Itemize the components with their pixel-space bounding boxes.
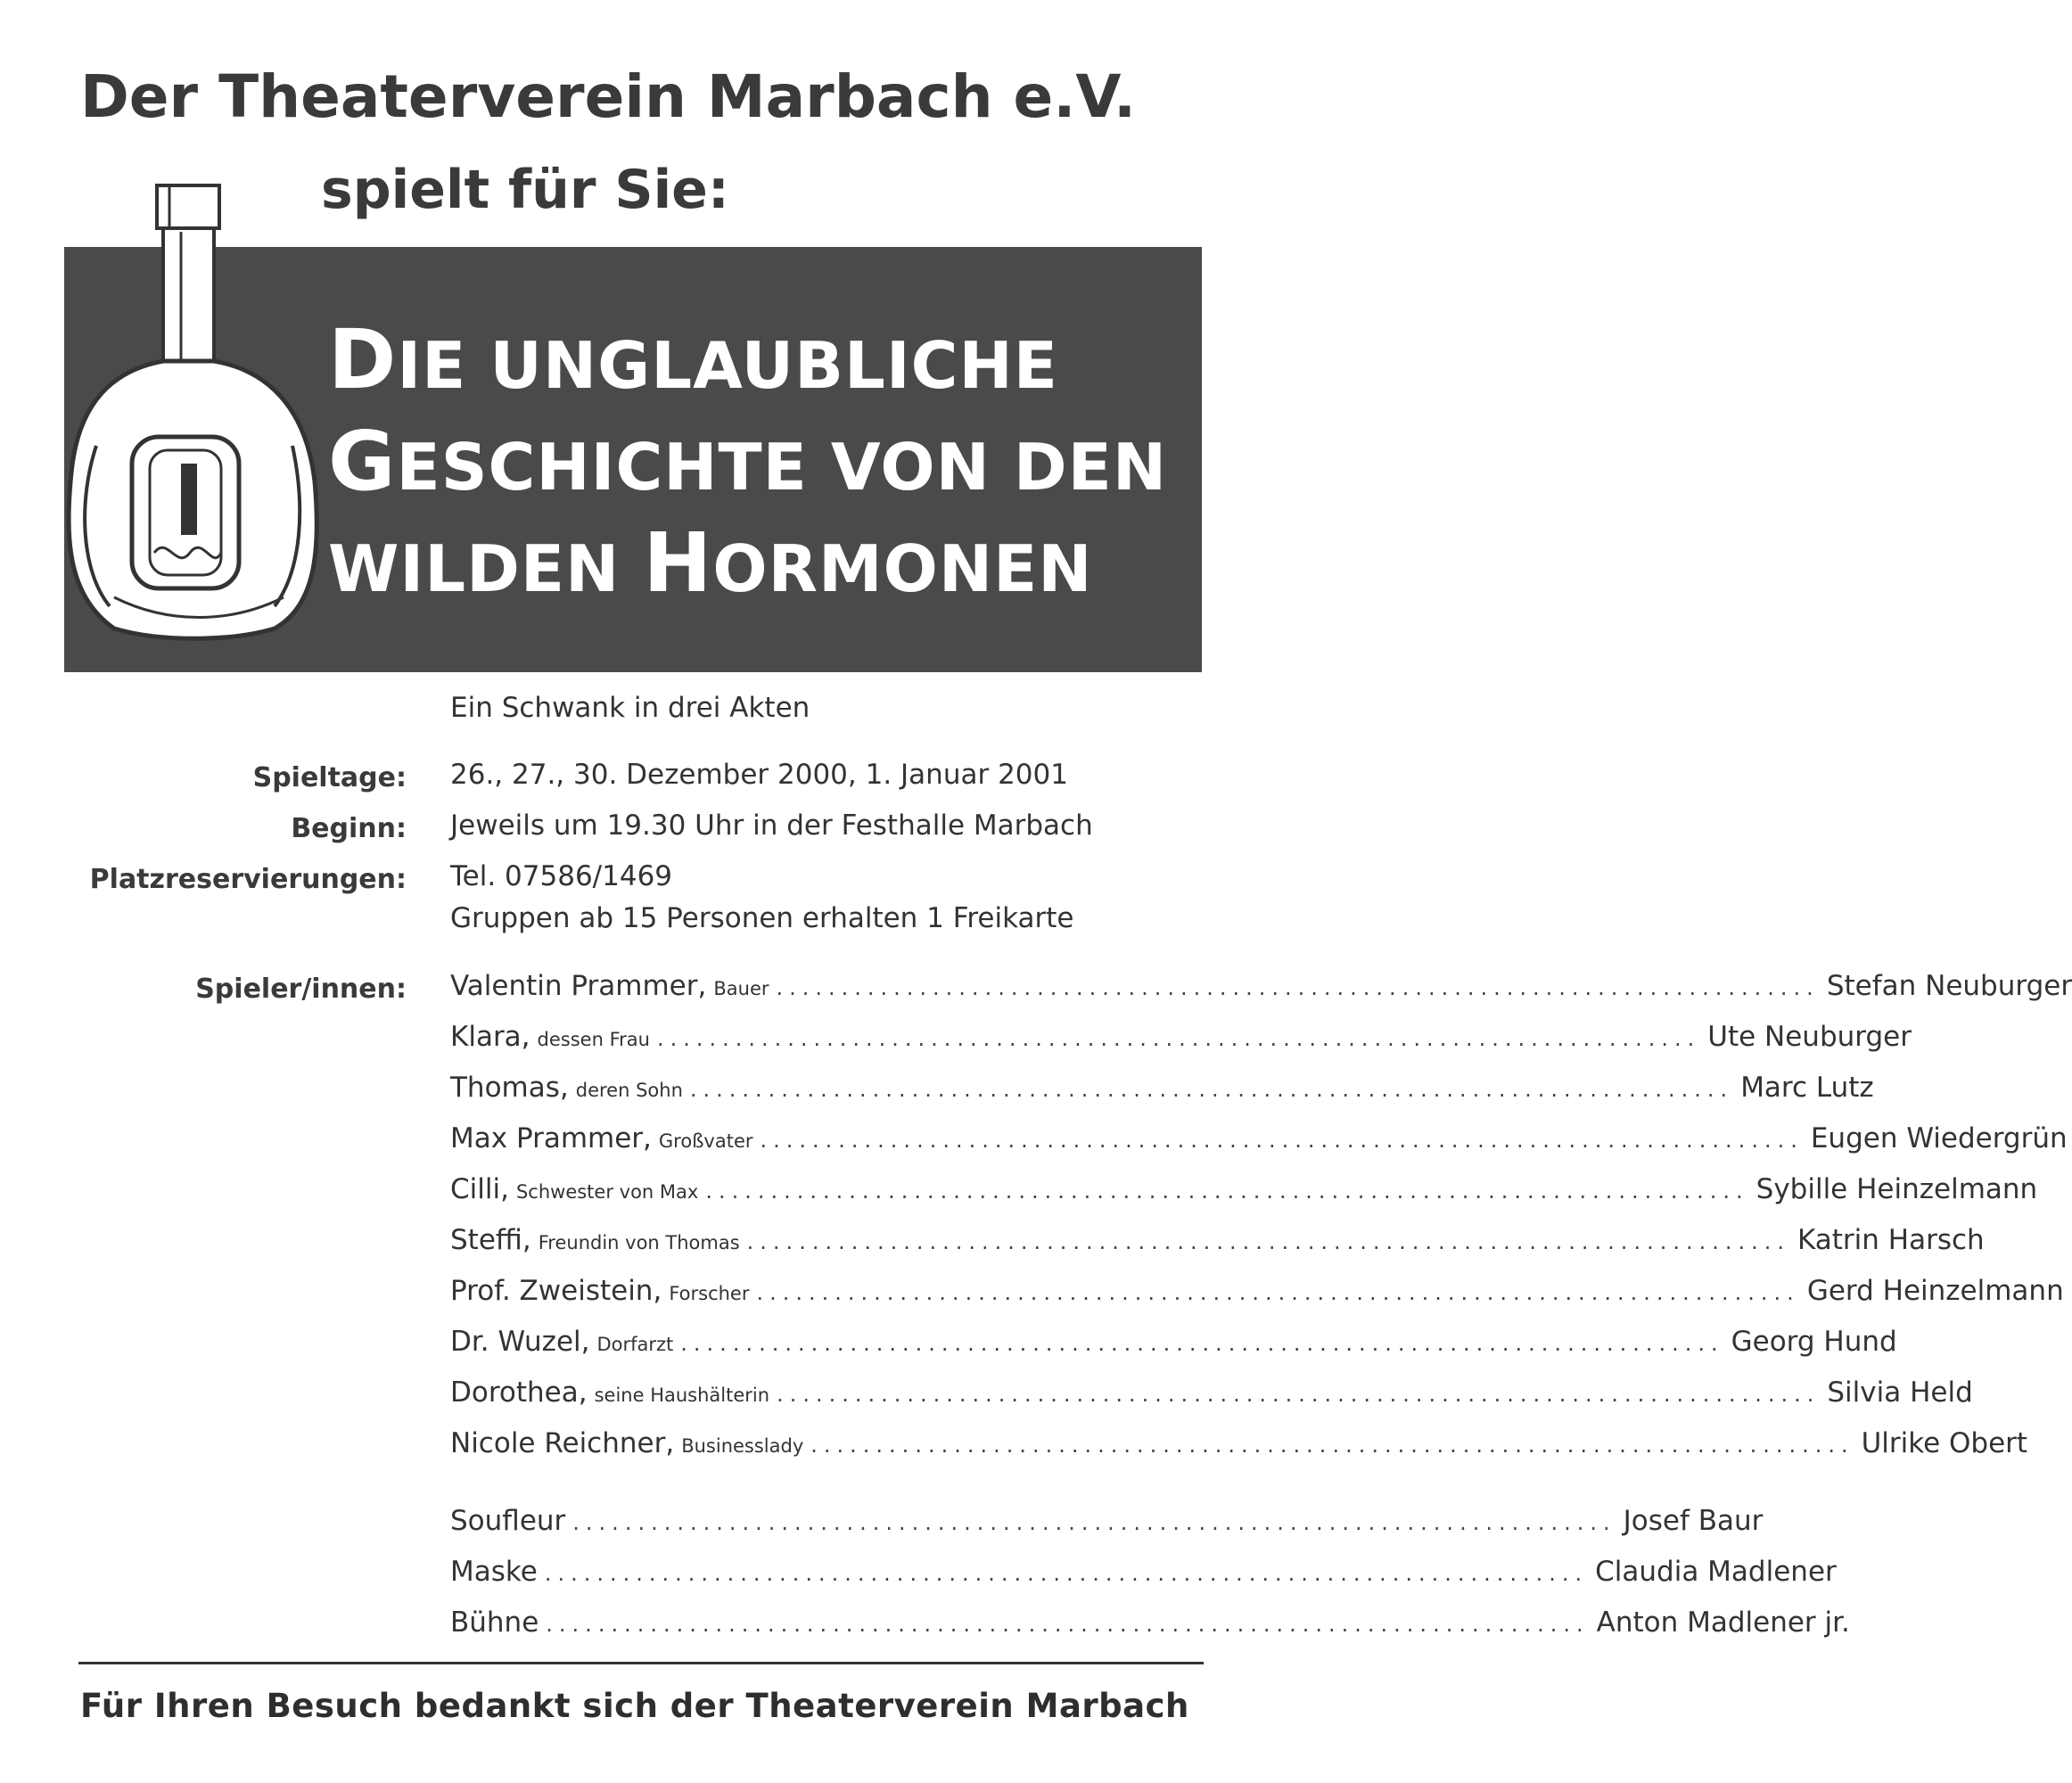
header-line-1: Der Theaterverein Marbach e.V. xyxy=(80,62,1137,131)
cast-role-description: Businesslady xyxy=(681,1435,804,1457)
title-line-1 xyxy=(328,312,1058,407)
beginn-value: Jeweils um 19.30 Uhr in der Festhalle Marbach xyxy=(450,809,1093,842)
footer-thanks: Für Ihren Besuch bedankt sich der Theaterverein Marbach xyxy=(80,1687,1189,1725)
cast-actor: Stefan Neuburger xyxy=(1826,970,2072,1002)
cast-role: Dorothea, xyxy=(450,1376,588,1409)
dot-leader: ................................................................................ xyxy=(572,1510,1616,1535)
crew-actor: Josef Baur xyxy=(1623,1505,1764,1537)
cast-role-description: dessen Frau xyxy=(537,1029,650,1050)
title-line-2-cap: G xyxy=(328,414,397,509)
cast-actor: Katrin Harsch xyxy=(1797,1224,1985,1256)
cast-role: Valentin Prammer, xyxy=(450,970,707,1002)
cast-role: Thomas, xyxy=(450,1072,569,1104)
cast-role: Klara, xyxy=(450,1021,530,1053)
cast-actor: Silvia Held xyxy=(1827,1376,1973,1409)
beginn-label: Beginn: xyxy=(291,813,407,844)
cast-row xyxy=(450,1326,1897,1363)
cast-role-description: Bauer xyxy=(713,978,769,999)
crew-row xyxy=(450,1606,1850,1644)
cast-actor: Ulrike Obert xyxy=(1861,1427,2028,1459)
title-line-3-cap: H xyxy=(643,515,713,611)
cast-actor: Gerd Heinzelmann xyxy=(1806,1275,2064,1307)
title-line-1-rest: IE UNGLAUBLICHE xyxy=(397,328,1058,403)
cast-actor: Eugen Wiedergrün xyxy=(1810,1122,2068,1154)
cast-role: Cilli, xyxy=(450,1173,509,1205)
dot-leader: ................................................................................ xyxy=(746,1229,1790,1254)
title-line-3-rest: ORMONEN xyxy=(712,531,1093,606)
cast-role-description: Großvater xyxy=(658,1130,753,1152)
dot-leader: ................................................................................ xyxy=(544,1561,1589,1586)
title-line-2-rest: ESCHICHTE VON DEN xyxy=(396,430,1168,505)
cast-role-description: deren Sohn xyxy=(575,1080,683,1101)
crew-role: Bühne xyxy=(450,1606,539,1639)
spieltage-value: 26., 27., 30. Dezember 2000, 1. Januar 2001 xyxy=(450,759,1068,791)
cast-actor: Georg Hund xyxy=(1731,1326,1897,1358)
cast-row xyxy=(450,1275,2064,1312)
spieltage-label: Spieltage: xyxy=(252,762,407,793)
cast-role-description: Freundin von Thomas xyxy=(538,1232,740,1253)
cast-role-description: Forscher xyxy=(669,1283,750,1304)
dot-leader: ................................................................................ xyxy=(689,1077,1734,1102)
platz-label: Platzreservierungen: xyxy=(89,864,407,895)
platz-value-groups: Gruppen ab 15 Personen erhalten 1 Freikarte xyxy=(450,902,1074,934)
title-line-3 xyxy=(328,515,1093,611)
cast-actor: Marc Lutz xyxy=(1740,1072,1874,1104)
dot-leader: ................................................................................ xyxy=(656,1026,1701,1051)
spieler-label: Spieler/innen: xyxy=(195,974,407,1005)
title-line-3-pre: WILDEN xyxy=(328,531,644,606)
cast-row xyxy=(450,970,2072,1007)
cast-role: Dr. Wuzel, xyxy=(450,1326,590,1358)
cast-row xyxy=(450,1173,2038,1211)
cast-row xyxy=(450,1072,1874,1109)
cast-role: Steffi, xyxy=(450,1224,531,1256)
divider xyxy=(78,1662,1204,1664)
crew-actor: Anton Madlener jr. xyxy=(1596,1606,1850,1639)
cast-actor: Ute Neuburger xyxy=(1707,1021,1912,1053)
crew-row xyxy=(450,1556,1837,1593)
title-line-2 xyxy=(328,414,1168,509)
crew-actor: Claudia Madlener xyxy=(1595,1556,1837,1588)
platz-value-phone: Tel. 07586/1469 xyxy=(450,860,673,892)
cast-role-description: Dorfarzt xyxy=(596,1334,674,1355)
cast-row xyxy=(450,1021,1912,1058)
dot-leader: ................................................................................ xyxy=(705,1179,1749,1204)
dot-leader: ................................................................................ xyxy=(777,1382,1821,1407)
dot-leader: ................................................................................ xyxy=(756,1280,1800,1305)
bottle-icon xyxy=(61,178,328,642)
cast-role: Nicole Reichner, xyxy=(450,1427,675,1459)
cast-role-description: seine Haushälterin xyxy=(594,1384,770,1406)
crew-role: Soufleur xyxy=(450,1505,566,1537)
cast-role: Max Prammer, xyxy=(450,1122,652,1154)
cast-row xyxy=(450,1376,1973,1414)
cast-role: Prof. Zweistein, xyxy=(450,1275,662,1307)
dot-leader: ................................................................................ xyxy=(810,1433,1854,1458)
header-line-2: spielt für Sie: xyxy=(321,159,729,221)
cast-actor: Sybille Heinzelmann xyxy=(1755,1173,2038,1205)
cast-row xyxy=(450,1427,2028,1465)
cast-role-description: Schwester von Max xyxy=(515,1181,699,1203)
dot-leader: ................................................................................ xyxy=(760,1128,1804,1153)
crew-row xyxy=(450,1505,1764,1542)
dot-leader: ................................................................................ xyxy=(546,1612,1590,1637)
dot-leader: ................................................................................ xyxy=(776,975,1820,1000)
cast-row xyxy=(450,1122,2068,1160)
dot-leader: ................................................................................ xyxy=(680,1331,1724,1356)
title-line-1-cap: D xyxy=(328,312,398,407)
crew-role: Maske xyxy=(450,1556,538,1588)
subtitle: Ein Schwank in drei Akten xyxy=(450,692,810,724)
cast-row xyxy=(450,1224,1985,1261)
